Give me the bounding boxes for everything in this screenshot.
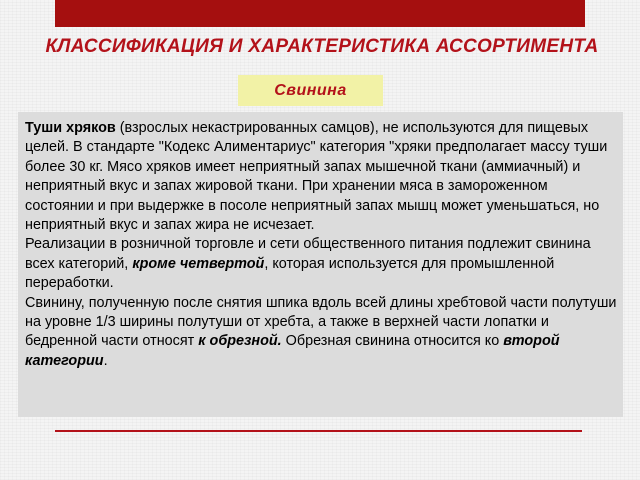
- bottom-divider-line: [55, 430, 582, 432]
- subtitle-box: [238, 75, 383, 106]
- emphasis-text: к обрезной.: [198, 333, 282, 350]
- paragraph-text: .: [103, 352, 108, 369]
- paragraph-lead-term: Туши хряков: [25, 120, 116, 136]
- paragraph-text: (взрослых некастрированных самцов), не используются для пищевых целей. В стандарте "Кодекс Алиментариус" категория "хряки предполагает массу туши более 30 кг. Мясо хряков имеет неприятный запах мышечной ткани (аммиачный) и неприятный вкус и запах жировой ткани. При хранении мяса в замороженном состоянии и при выдержке в посоле неприятный запах мышц может уменьшаться, но неприятный вкус и запах жира не исчезает.: [25, 120, 608, 234]
- paragraph-retail-categories: [25, 235, 619, 293]
- emphasis-text: второй категории: [25, 333, 560, 369]
- text-panel: [18, 112, 623, 417]
- subtitle-label: Свинина: [274, 82, 347, 99]
- paragraph-text: Обрезная свинина относится ко: [281, 333, 504, 350]
- paragraph-text: Свинину, полученную после снятия шпика вдоль всей длины хребтовой части полутуши на уровне 1/3 ширины полутуши от хребта, а также в верхней части лопатки и бедренной части относят: [25, 294, 617, 350]
- paragraph-text: Реализации в розничной торговле и сети общественного питания подлежит свинина всех категорий,: [25, 236, 591, 272]
- top-accent-bar: [55, 0, 585, 27]
- emphasis-text: кроме четвертой: [132, 255, 265, 272]
- paragraph-text: , которая используется для промышленной переработки.: [25, 255, 555, 292]
- paragraph-trimmed-pork: [25, 294, 619, 372]
- paragraph-boar-carcasses: [25, 119, 619, 235]
- slide-title: КЛАССИФИКАЦИЯ И ХАРАКТЕРИСТИКА АССОРТИМЕНТА: [45, 36, 599, 57]
